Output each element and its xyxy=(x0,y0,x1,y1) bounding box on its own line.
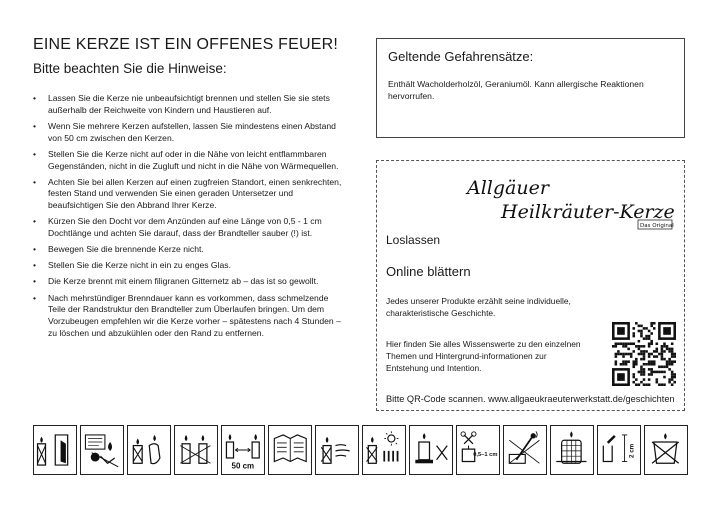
online-heading: Online blättern xyxy=(386,264,471,279)
page-subtitle: Bitte beachten Sie die Hinweise: xyxy=(33,61,227,76)
brand-tag: Das Original xyxy=(640,223,674,229)
distance-label: 50 cm xyxy=(231,461,255,471)
product-paragraph-2: Hier finden Sie alles Wissenswerte zu den einzelnen Themen und Hintergrund-informationen zur Entstehung und Intention. xyxy=(386,339,581,373)
children-pets-icon xyxy=(80,425,124,475)
list-item: • Wenn Sie mehrere Kerzen aufstellen, lassen Sie mindestens einen Abstand von 50 cm zwischen den Kerzen. xyxy=(33,121,345,145)
list-item: • Bewegen Sie die brennende Kerze nicht. xyxy=(33,244,345,256)
list-item: • Kürzen Sie den Docht vor dem Anzünden auf eine Länge von 0,5 - 1 cm Dochtlänge und achten Sie darauf, dass der Brandteller sauber (!) ist. xyxy=(33,216,345,240)
qr-code-icon[interactable] xyxy=(612,322,676,386)
hazard-heading: Geltende Gefahrensätze: xyxy=(388,49,534,64)
candle-unattended-icon xyxy=(33,425,77,475)
candle-distance-icon xyxy=(221,425,265,475)
candle-no-touch-icon xyxy=(127,425,171,475)
grid-burn-icon xyxy=(550,425,594,475)
no-match-icon xyxy=(503,425,547,475)
no-glass-icon xyxy=(644,425,688,475)
list-item: • Stellen Sie die Kerze nicht in ein zu enges Glas. xyxy=(33,260,345,272)
brand-logo xyxy=(465,172,675,232)
list-item: • Lassen Sie die Kerze nie unbeaufsichtigt brennen und stellen Sie sie stets außerhalb der Reichweite von Kindern und Haustieren auf. xyxy=(33,93,345,117)
rim-label: 2 cm xyxy=(628,443,636,458)
product-paragraph-1: Jedes unserer Produkte erzählt seine individuelle, charakteristische Geschichte. xyxy=(386,296,571,318)
qr-footer: Bitte QR-Code scannen. www.allgaeukraeuterwerkstatt.de/geschichten xyxy=(386,394,675,404)
brand-line1: Allgäuer xyxy=(467,177,549,199)
product-label: Loslassen xyxy=(386,233,441,247)
hazard-text: Enthält Wacholderholzöl, Geraniumöl. Kann allergische Reaktionen hervorrufen. xyxy=(388,79,644,101)
two-candles-icon xyxy=(174,425,218,475)
no-draft-icon xyxy=(315,425,359,475)
candle-holder-icon xyxy=(409,425,453,475)
pictogram-row xyxy=(33,425,688,475)
remove-rim-icon xyxy=(597,425,641,475)
list-item: • Die Kerze brennt mit einem filigranen Gitternetz ab – das ist so gewollt. xyxy=(33,276,345,288)
list-item: • Achten Sie bei allen Kerzen auf einen zugfreien Standort, einen senkrechten, festen Stand und verwenden Sie einen geraden Untersetzer und beaufsichtigen Sie den Abbrand Ihrer Kerze. xyxy=(33,177,345,212)
brand-line2: Heilkräuter-Kerze xyxy=(501,201,675,223)
wick-label: 0,5–1 cm xyxy=(473,452,498,459)
no-flammable-icon xyxy=(268,425,312,475)
list-item: • Nach mehrstündiger Brenndauer kann es vorkommen, dass schmelzende Teile der Randstruktur den Brandteller zum Überlaufen bringen. Um dem Vorzubeugen empfehlen wir die Kerze vorher – spätestens nach 4 Stunden – zu löschen und abzukühlen oder den Rand zu entfernen. xyxy=(33,293,345,340)
hazard-box xyxy=(376,38,685,138)
page-title: EINE KERZE IST EIN OFFENES FEUER! xyxy=(33,36,339,53)
no-heat-icon xyxy=(362,425,406,475)
list-item: • Stellen Sie die Kerze nicht auf oder in die Nähe von leicht entflammbaren Gegenständen, nicht in die Zugluft und nicht in die Nähe von Wärmequellen. xyxy=(33,149,345,173)
wick-trim-icon xyxy=(456,425,500,475)
safety-list xyxy=(33,93,345,344)
